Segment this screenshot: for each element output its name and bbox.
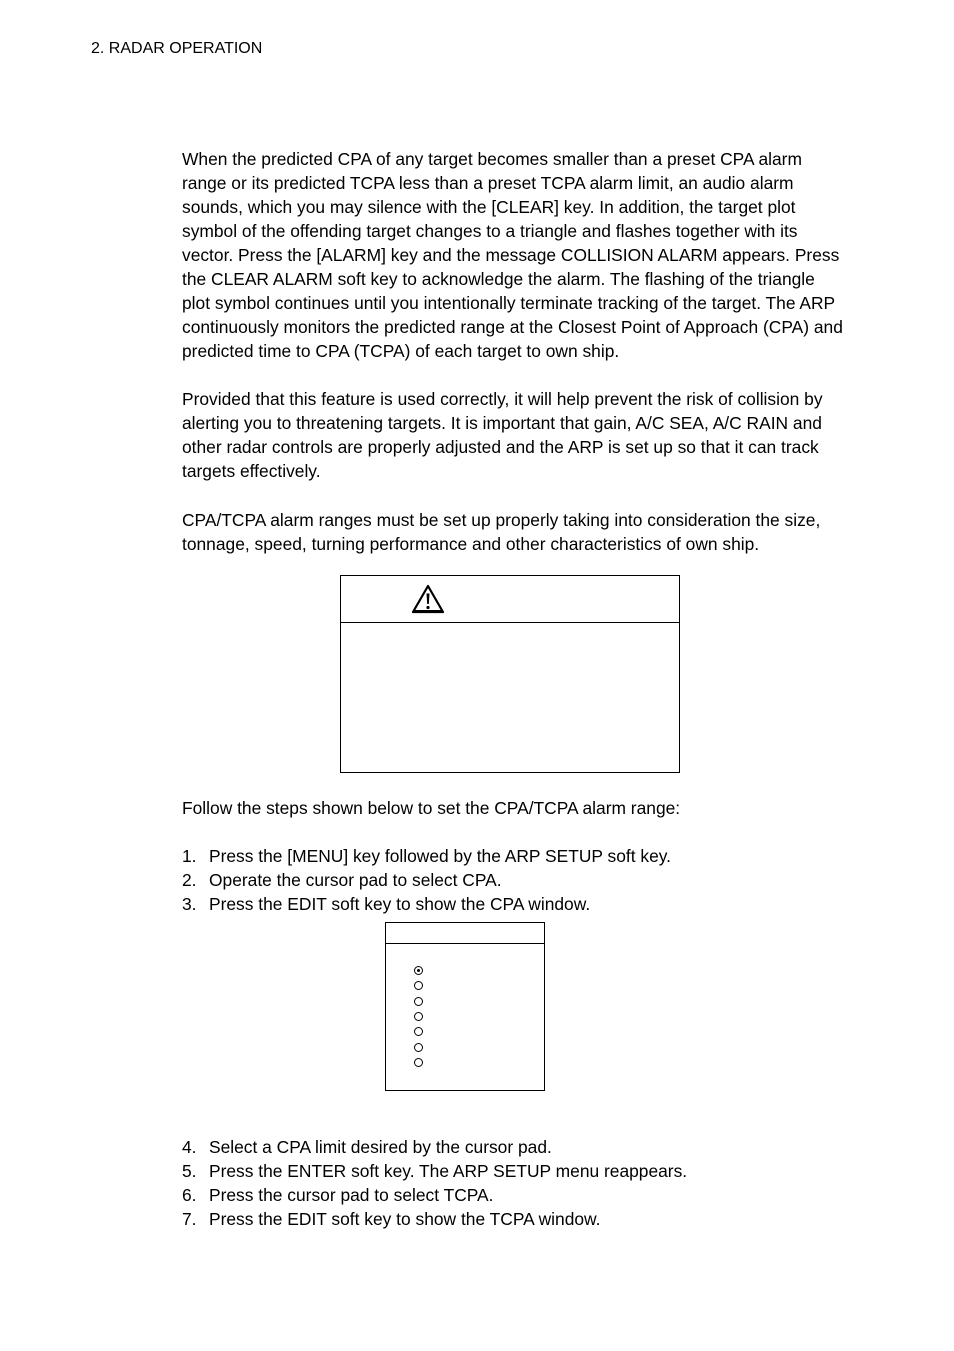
radio-option[interactable] [414,1058,423,1067]
step-number: 1. [182,846,197,866]
step-text: Press the [MENU] key followed by the ARP SETUP soft key. [209,846,672,866]
step-item [182,1135,687,1159]
step-item [182,1183,687,1207]
paragraph-alarm-setup: CPA/TCPA alarm ranges must be set up properly taking into consideration the size, tonnage, speed, turning performance and other characteristics of own ship. [182,510,821,554]
paragraph-usage-note: Provided that this feature is used correctly, it will help prevent the risk of collision by alerting you to threatening targets. It is important that gain, A/C SEA, A/C RAIN and other radar controls are properly adjusted and the ARP is set up so that it can track targets effectively. [182,389,823,481]
radio-option[interactable] [414,1012,423,1021]
step-item [182,1159,687,1183]
radio-option[interactable] [414,1043,423,1052]
paragraph-cpa-alarm: When the predicted CPA of any target becomes smaller than a preset CPA alarm range or its predicted TCPA less than a preset TCPA alarm limit, an audio alarm sounds, which you may silence with the [CLEAR] key. In addition, the target plot symbol of the offending target changes to a triangle and flashes together with its vector. Press the [ALARM] key and the message COLLISION ALARM appears. Press the CLEAR ALARM soft key to acknowledge the alarm. The flashing of the triangle plot symbol continues until you intentionally terminate tracking of the target. The ARP continuously monitors the predicted range at the Closest Point of Approach (CPA) and predicted time to CPA (TCPA) of each target to own ship. [182,149,843,361]
paragraph-steps-intro: Follow the steps shown below to set the CPA/TCPA alarm range: [182,798,681,818]
step-text: Press the EDIT soft key to show the CPA window. [209,894,591,914]
step-number: 5. [182,1161,197,1181]
warning-box [340,575,680,773]
step-text: Press the ENTER soft key. The ARP SETUP menu reappears. [209,1161,688,1181]
step-number: 3. [182,894,197,914]
radio-option[interactable] [414,981,423,990]
step-item [182,1207,687,1231]
radio-option-selected[interactable] [414,966,423,975]
step-item [182,868,671,892]
steps-list-part1 [182,844,671,916]
section-header: 2. RADAR OPERATION [91,40,263,57]
steps-list-part2 [182,1135,687,1231]
step-item [182,844,671,868]
warning-triangle-icon [411,584,445,614]
step-text: Select a CPA limit desired by the cursor pad. [209,1137,552,1157]
step-text: Press the cursor pad to select TCPA. [209,1185,494,1205]
step-number: 7. [182,1209,197,1229]
step-number: 4. [182,1137,197,1157]
step-number: 6. [182,1185,197,1205]
step-text: Press the EDIT soft key to show the TCPA window. [209,1209,601,1229]
step-number: 2. [182,870,197,890]
cpa-window-titlebar [386,923,544,944]
radio-option[interactable] [414,997,423,1006]
radio-option[interactable] [414,1027,423,1036]
warning-box-header [341,576,679,623]
cpa-window [385,922,545,1091]
step-text: Operate the cursor pad to select CPA. [209,870,502,890]
step-item [182,892,671,916]
